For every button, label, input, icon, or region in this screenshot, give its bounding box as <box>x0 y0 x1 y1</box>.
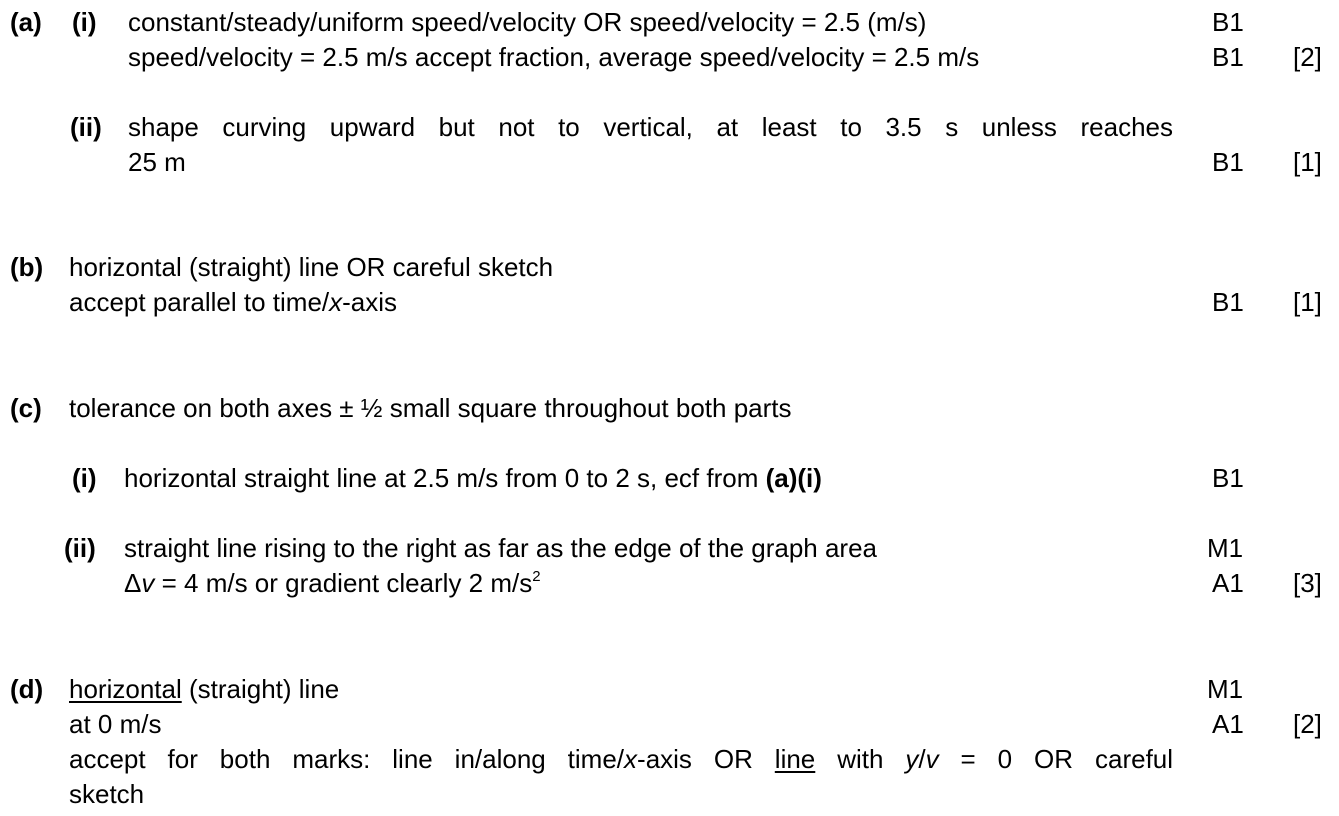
part-c-i-text: horizontal straight line at 2.5 m/s from 0 to 2 s, ecf from (a)(i) <box>124 463 822 493</box>
part-d-line1: horizontal (straight) line <box>69 674 340 704</box>
part-c-intro: tolerance on both axes ± ½ small square throughout both parts <box>69 393 792 423</box>
part-c-i-mark: B1 <box>1212 463 1244 493</box>
part-c-label: (c) <box>10 393 42 423</box>
part-d-label: (d) <box>10 674 44 704</box>
part-b-total: [1] <box>1293 287 1322 317</box>
part-d-line3: accept for both marks: line in/along time/x-axis OR line with y/v = 0 OR careful <box>69 744 1174 774</box>
part-a-ii-mark: B1 <box>1212 147 1244 177</box>
part-c-ii-total: [3] <box>1293 568 1322 598</box>
part-d-total: [2] <box>1293 709 1322 739</box>
part-a-ii-line2: 25 m <box>128 147 186 177</box>
part-d-line4: sketch <box>69 779 145 809</box>
part-d-line2: at 0 m/s <box>69 709 162 739</box>
part-a-i-line2: speed/velocity = 2.5 m/s accept fraction, average speed/velocity = 2.5 m/s <box>128 42 980 72</box>
part-b-mark: B1 <box>1212 287 1244 317</box>
part-b-label: (b) <box>10 252 44 282</box>
part-a-i-line1: constant/steady/uniform speed/velocity OR speed/velocity = 2.5 (m/s) <box>128 7 927 37</box>
part-a-i-total: [2] <box>1293 42 1322 72</box>
part-a-ii-line1: shape curving upward but not to vertical, at least to 3.5 s unless reaches <box>128 112 1173 142</box>
part-d-mark2: A1 <box>1212 709 1244 739</box>
part-c-ii-line1: straight line rising to the right as far as the edge of the graph area <box>124 533 878 563</box>
part-c-i-label: (i) <box>72 463 97 493</box>
part-a-i-mark1: B1 <box>1212 7 1244 37</box>
part-c-ii-mark2: A1 <box>1212 568 1244 598</box>
part-b-line2: accept parallel to time/x-axis <box>69 287 398 317</box>
part-a-i-mark2: B1 <box>1212 42 1244 72</box>
part-c-ii-mark1: M1 <box>1207 533 1244 563</box>
part-c-ii-label: (ii) <box>64 533 96 563</box>
part-d-mark1: M1 <box>1207 674 1244 704</box>
part-c-ii-line2: Δv = 4 m/s or gradient clearly 2 $m/s^2$ <box>124 568 541 598</box>
part-a-ii-total: [1] <box>1293 147 1322 177</box>
part-a-i-label: (i) <box>72 7 97 37</box>
part-b-line1: horizontal (straight) line OR careful sketch <box>69 252 554 282</box>
part-a-label: (a) <box>10 7 42 37</box>
part-a-ii-label: (ii) <box>70 112 102 142</box>
